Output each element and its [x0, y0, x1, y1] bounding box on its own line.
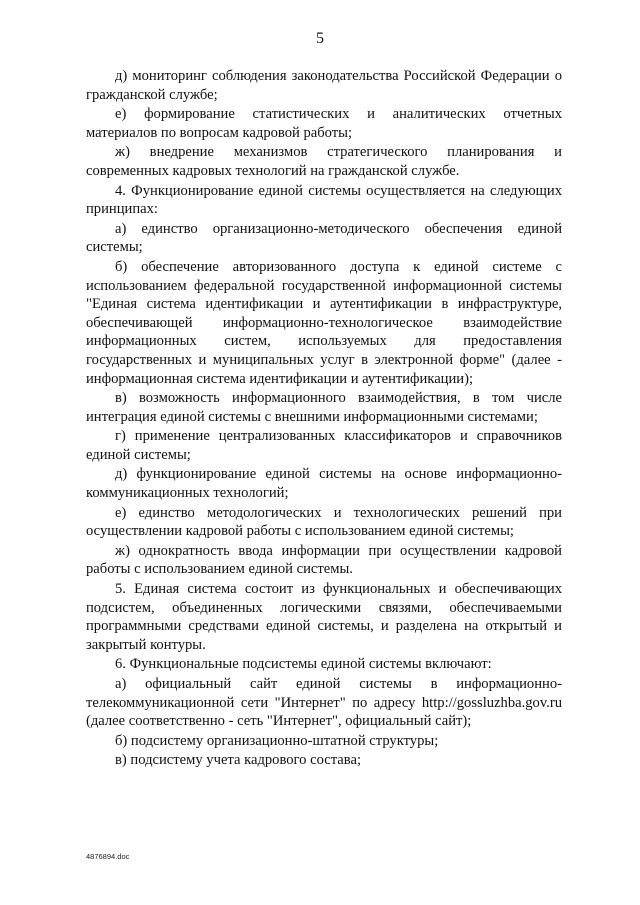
paragraph-section-6: 6. Функциональные подсистемы единой системы включают:	[115, 656, 492, 673]
paragraph-principle-b: б) обеспечение авторизованного доступа к единой системе с использованием федеральной государственной информационной системы "Единая система идентификации и аутентификации в инфраструктуре, обеспечивающей информационно-технологическое взаимодействие информационных систем, используемых для предоставления государственных и муниципальных услуг в электронной форме" (далее - информационная система идентификации и аутентификации);	[86, 258, 562, 387]
paragraph-principle-v: в) возможность информационного взаимодействия, в том числе интеграция единой системы с внешними информационными системами;	[86, 390, 562, 425]
paragraph-strategic-planning: ж) внедрение механизмов стратегического планирования и современных кадровых технологий на гражданской службе.	[86, 144, 562, 179]
paragraph-subsystem-a: а) официальный сайт единой системы в информационно-телекоммуникационной сети "Интернет" по адресу http://gossluzhba.gov.ru (далее соответственно - сеть "Интернет", официальный сайт);	[86, 676, 562, 730]
document-footer-filename: 4876894.doc	[86, 852, 130, 861]
document-body	[86, 67, 562, 771]
paragraph-section-5: 5. Единая система состоит из функциональных и обеспечивающих подсистем, объединенных логическими связями, обеспечиваемыми программными средствами единой системы, и разделена на открытый и закрытый контуры.	[86, 581, 562, 653]
paragraph-principle-g: г) применение централизованных классификаторов и справочников единой системы;	[86, 428, 562, 463]
paragraph-principle-e: е) единство методологических и технологических решений при осуществлении кадровой работы с использованием единой системы;	[86, 504, 562, 540]
paragraph-reporting: е) формирование статистических и аналитических отчетных материалов по вопросам кадровой работы;	[86, 106, 562, 141]
paragraph-section-4: 4. Функционирование единой системы осуществляется на следующих принципах:	[86, 182, 562, 218]
paragraph-principle-zh: ж) однократность ввода информации при осуществлении кадровой работы с использованием единой системы.	[86, 542, 562, 578]
paragraph-principle-a: а) единство организационно-методического обеспечения единой системы;	[86, 220, 562, 256]
paragraph-monitoring: д) мониторинг соблюдения законодательства Российской Федерации о гражданской службе;	[86, 68, 562, 103]
paragraph-principle-d: д) функционирование единой системы на основе информационно-коммуникационных технологий;	[86, 466, 562, 502]
page-number: 5	[316, 30, 324, 47]
paragraph-subsystem-v: в) подсистему учета кадрового состава;	[115, 752, 362, 769]
paragraph-subsystem-b: б) подсистему организационно-штатной структуры;	[115, 732, 439, 749]
